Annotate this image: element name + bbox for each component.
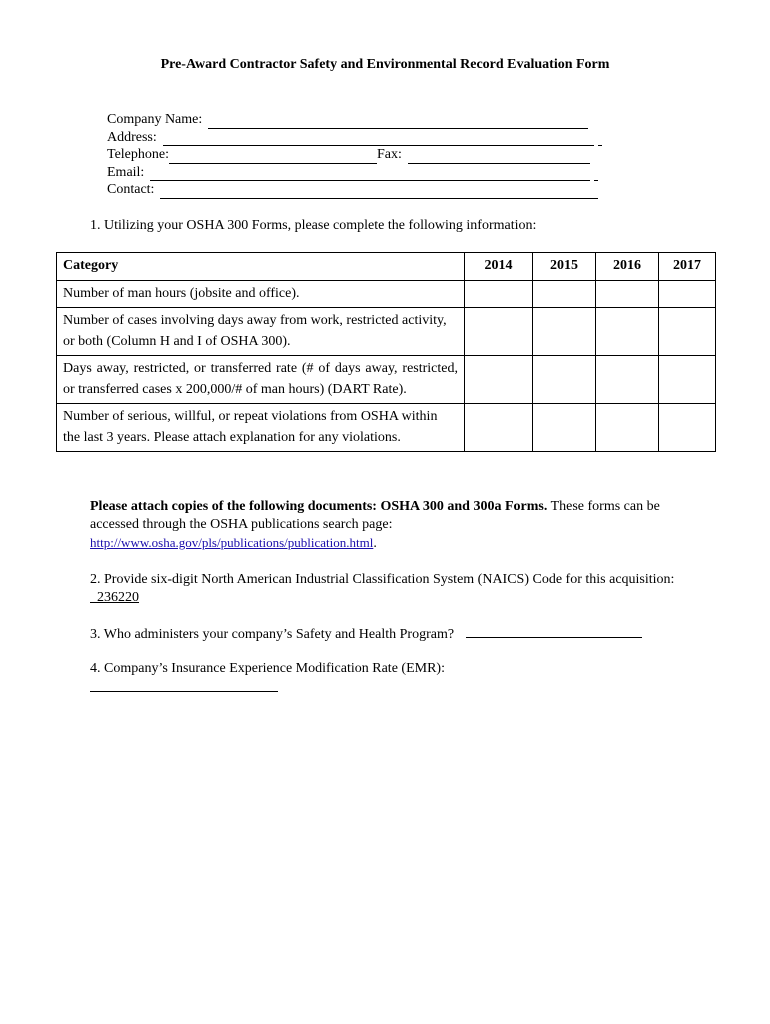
question-2-text: 2. Provide six-digit North American Industrial Classification System (NAICS) Code for this acquisition: <box>90 572 675 587</box>
fax-label: Fax: <box>377 147 402 162</box>
address-label: Address: <box>107 129 157 145</box>
data-cell[interactable] <box>465 404 533 452</box>
attachment-note-text: These forms can be accessed through the OSHA publications search page: <box>90 499 660 532</box>
contact-row <box>107 181 602 199</box>
data-cell[interactable] <box>465 356 533 404</box>
data-cell[interactable] <box>465 280 533 308</box>
telephone-field[interactable] <box>169 150 377 164</box>
company-name-label: Company Name: <box>107 112 203 127</box>
year-header: 2017 <box>659 253 716 281</box>
data-cell[interactable] <box>659 280 716 308</box>
year-header: 2016 <box>596 253 659 281</box>
question-2 <box>90 571 690 607</box>
data-cell[interactable] <box>533 356 596 404</box>
attachment-note <box>90 498 690 553</box>
question-3 <box>90 624 642 644</box>
table-header-row <box>57 253 716 281</box>
row-label: Number of cases involving days away from work, restricted activity, or both (Column H and I of OSHA 300). <box>57 308 465 356</box>
link-period: . <box>373 536 377 551</box>
data-cell[interactable] <box>465 308 533 356</box>
address-row <box>107 129 602 147</box>
year-header: 2014 <box>465 253 533 281</box>
telephone-row <box>107 146 602 164</box>
table-row <box>57 404 716 452</box>
data-cell[interactable] <box>659 356 716 404</box>
naics-answer-field[interactable] <box>90 590 279 605</box>
osha-table <box>56 252 716 452</box>
question-3-text: 3. Who administers your company’s Safety and Health Program? <box>90 627 455 642</box>
form-title: Pre-Award Contractor Safety and Environmental Record Evaluation Form <box>160 57 610 72</box>
question-4-text: 4. Company’s Insurance Experience Modification Rate (EMR): <box>90 661 445 676</box>
row-label: Number of man hours (jobsite and office). <box>57 280 465 308</box>
row-label: Number of serious, willful, or repeat violations from OSHA within the last 3 years. Please attach explanation for any violations. <box>57 404 465 452</box>
email-field[interactable] <box>150 167 590 181</box>
data-cell[interactable] <box>659 308 716 356</box>
naics-code: 236220 <box>97 590 139 605</box>
fax-field[interactable] <box>408 150 590 164</box>
email-row <box>107 164 602 182</box>
data-cell[interactable] <box>596 356 659 404</box>
contact-field[interactable] <box>160 185 598 199</box>
address-line-end <box>598 132 602 146</box>
table-row <box>57 356 716 404</box>
company-fields <box>107 111 602 199</box>
osha-publications-link[interactable]: http://www.osha.gov/pls/publications/publication.html <box>90 535 374 550</box>
attachment-note-bold: Please attach copies of the following documents: OSHA 300 and 300a Forms. <box>90 499 548 514</box>
data-cell[interactable] <box>533 308 596 356</box>
email-label: Email: <box>107 164 145 180</box>
table-row <box>57 280 716 308</box>
contact-label: Contact: <box>107 182 155 197</box>
category-header: Category <box>57 253 465 281</box>
row-label: Days away, restricted, or transferred rate (# of days away, restricted, or transferred cases x 200,000/# of man hours) (DART Rate). <box>57 356 465 404</box>
emr-field[interactable] <box>90 678 278 692</box>
data-cell[interactable] <box>659 404 716 452</box>
company-name-row <box>107 111 602 129</box>
data-cell[interactable] <box>596 404 659 452</box>
data-cell[interactable] <box>596 280 659 308</box>
question-4 <box>90 660 445 698</box>
table-row <box>57 308 716 356</box>
data-cell[interactable] <box>533 404 596 452</box>
data-cell[interactable] <box>596 308 659 356</box>
safety-admin-field[interactable] <box>466 624 642 638</box>
year-header: 2015 <box>533 253 596 281</box>
company-name-field[interactable] <box>208 115 588 129</box>
address-field[interactable] <box>163 132 594 146</box>
data-cell[interactable] <box>533 280 596 308</box>
question-1: 1. Utilizing your OSHA 300 Forms, please complete the following information: <box>90 218 537 233</box>
telephone-label: Telephone: <box>107 147 169 162</box>
email-line-end <box>594 167 598 181</box>
